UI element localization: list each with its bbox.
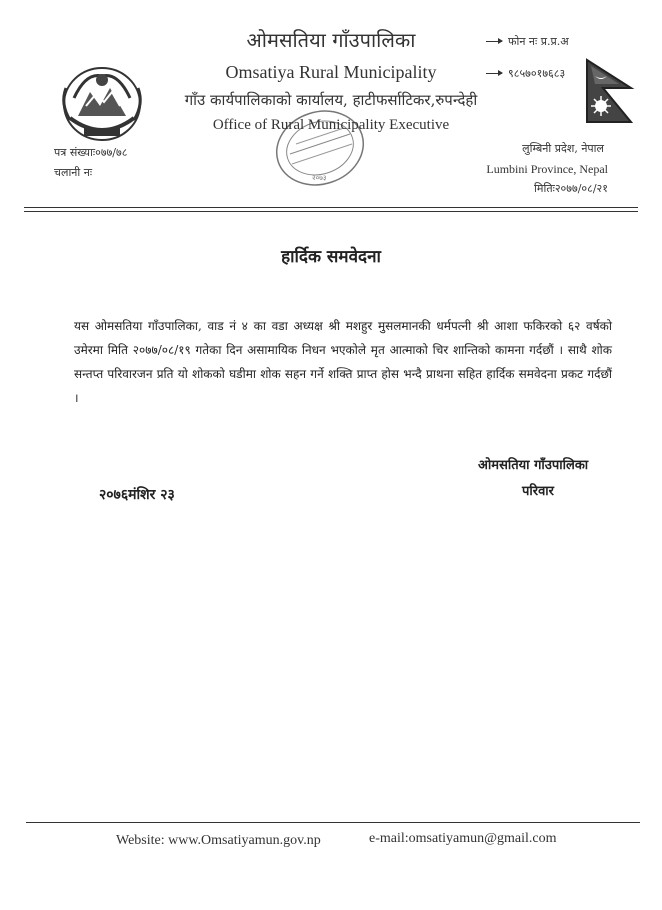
header-divider bbox=[24, 207, 638, 208]
arrow-icon bbox=[486, 73, 502, 74]
municipality-title-english: Omsatiya Rural Municipality bbox=[225, 62, 437, 82]
letter-heading: हार्दिक समवेदना bbox=[281, 247, 381, 267]
office-title-english: Office of Rural Municipality Executive bbox=[212, 117, 450, 133]
phone-info bbox=[486, 34, 569, 49]
province-nepali: लुम्बिनी प्रदेश, नेपाल bbox=[522, 142, 604, 155]
letter-date: मितिः२०७७/०८/२१ bbox=[534, 182, 608, 195]
arrow-icon bbox=[486, 41, 502, 42]
header-divider bbox=[24, 211, 638, 212]
closing-date: २०७६मंशिर २३ bbox=[99, 487, 175, 503]
footer-email: e-mail:omsatiyamun@gmail.com bbox=[369, 831, 557, 846]
reference-number: पत्र संख्याः०७७/७८ bbox=[54, 146, 128, 159]
province-english: Lumbini Province, Nepal bbox=[486, 162, 608, 176]
dispatch-number: चलानी नः bbox=[54, 166, 93, 179]
stamp-year: २०७३ bbox=[312, 174, 327, 182]
office-address-nepali: गाँउ कार्यपालिकाको कार्यालय, हाटीफर्साटिकर,रुपन्देही bbox=[184, 91, 478, 109]
footer-divider bbox=[26, 822, 640, 823]
footer-website: Website: www.Omsatiyamun.gov.np bbox=[116, 833, 321, 848]
mobile-number: ९८५७०१७६८३ bbox=[508, 67, 566, 80]
mobile-info bbox=[486, 66, 565, 81]
signature-family: परिवार bbox=[522, 484, 554, 499]
letter-body: यस ओमसतिया गाँउपालिका, वाड नं ४ का वडा अध्यक्ष श्री मशहुर मुसलमानकी धर्मपत्नी श्री आशा फकिरको ६२ वर्षको उमेरमा मिति २०७७/०८/१९ गतेका दिन असामायिक निधन भएकोले मृत आत्माको चिर शान्तिको कामना गर्दछौं । साथै शोक सन्तप्त परिवारजन प्रति यो शोकको घडीमा शोक सहन गर्ने शक्ति प्राप्त होस भन्दै प्राथना सहित हार्दिक समवेदना प्रकट गर्दछौं । bbox=[74, 319, 612, 405]
municipality-title-nepali: ओमसतिया गाँउपालिका bbox=[246, 28, 416, 52]
phone-number: फोन नः प्र.प्र.अ bbox=[508, 35, 569, 48]
signature-organization: ओमसतिया गाँउपालिका bbox=[478, 458, 589, 473]
